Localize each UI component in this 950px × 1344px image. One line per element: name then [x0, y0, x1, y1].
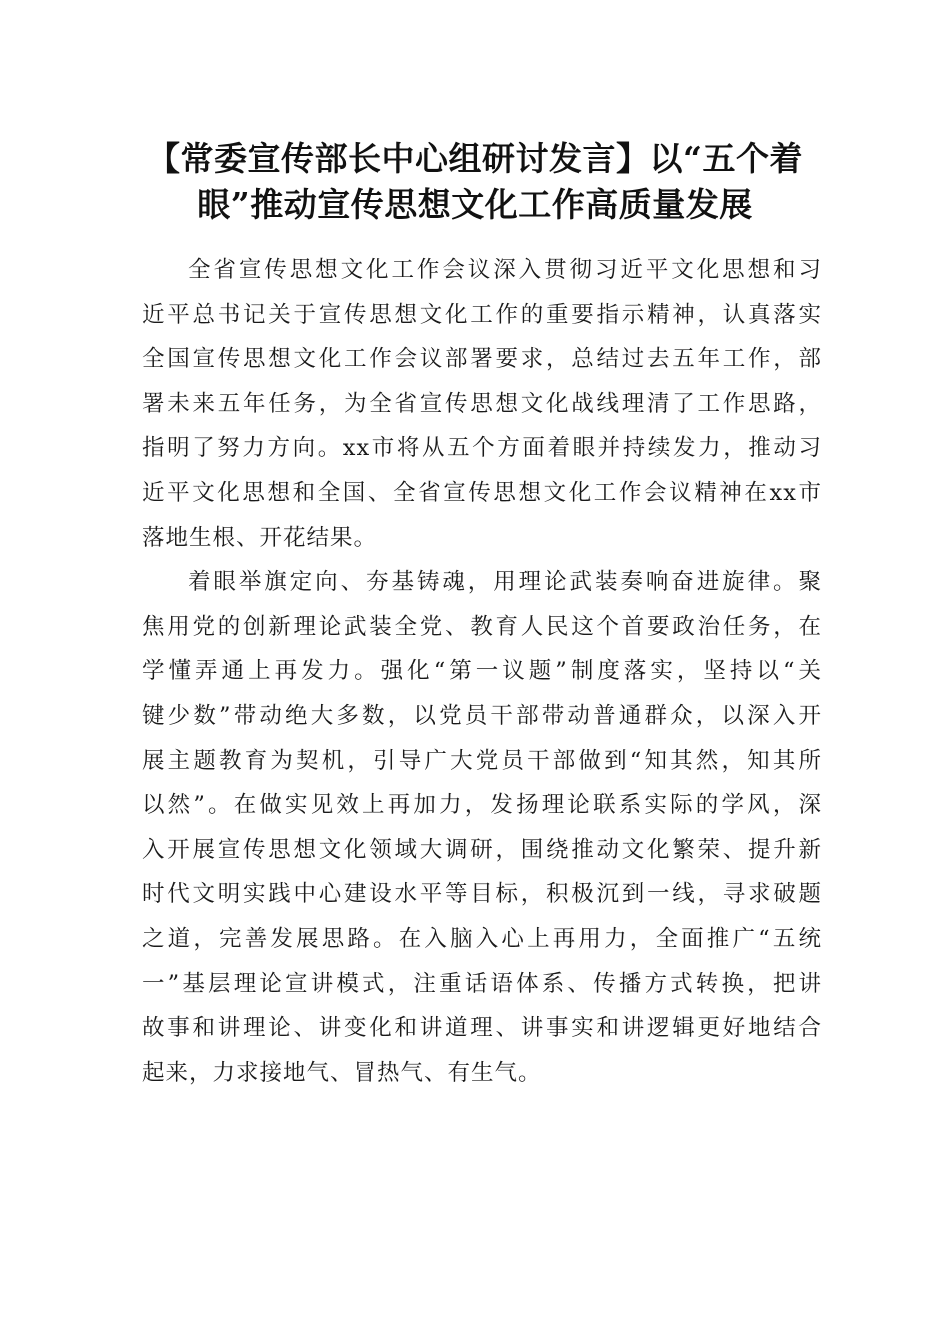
text-line: 时代文明实践中心建设水平等目标，积极沉到一线，寻求破题 [142, 881, 822, 908]
text-line: 指明了努力方向。xx市将从五个方面着眼并持续发力，推动习 [142, 435, 822, 462]
paragraph-theory [142, 560, 822, 1095]
text-line: 近平文化思想和全国、全省宣传思想文化工作会议精神在xx市 [142, 479, 822, 506]
text-line: 全国宣传思想文化工作会议部署要求，总结过去五年工作，部 [142, 346, 822, 373]
text-line: 故事和讲理论、讲变化和讲道理、讲事实和讲逻辑更好地结合 [142, 1015, 822, 1042]
text-line: 以然”。在做实见效上再加力，发扬理论联系实际的学风，深 [142, 792, 822, 819]
text-line: 落地生根、开花结果。 [142, 524, 378, 551]
text-line: 入开展宣传思想文化领域大调研，围绕推动文化繁荣、提升新 [142, 836, 822, 863]
text-line: 着眼举旗定向、夯基铸魂，用理论武装奏响奋进旋律。聚 [188, 569, 822, 596]
text-line: 学懂弄通上再发力。强化“第一议题”制度落实，坚持以“关 [142, 658, 822, 685]
text-line: 之道，完善发展思路。在入脑入心上再用力，全面推广“五统 [142, 925, 822, 952]
text-line: 起来，力求接地气、冒热气、有生气。 [142, 1059, 542, 1086]
text-line: 键少数”带动绝大多数，以党员干部带动普通群众，以深入开 [142, 702, 822, 729]
text-line: 焦用党的创新理论武装全党、教育人民这个首要政治任务，在 [142, 613, 822, 640]
title-line-2: 眼”推动宣传思想文化工作高质量发展 [197, 185, 753, 224]
text-line: 展主题教育为契机，引导广大党员干部做到“知其然，知其所 [142, 747, 822, 774]
document-body [142, 248, 822, 1095]
text-line: 全省宣传思想文化工作会议深入贯彻习近平文化思想和习 [188, 257, 822, 283]
text-line: 一”基层理论宣讲模式，注重话语体系、传播方式转换，把讲 [142, 970, 822, 997]
page-title [100, 136, 850, 228]
text-line: 近平总书记关于宣传思想文化工作的重要指示精神，认真落实 [142, 301, 822, 328]
text-line: 署未来五年任务，为全省宣传思想文化战线理清了工作思路， [142, 390, 822, 417]
title-line-1: 【常委宣传部长中心组研讨发言】以“五个着 [147, 139, 803, 178]
paragraph-intro [142, 248, 822, 560]
